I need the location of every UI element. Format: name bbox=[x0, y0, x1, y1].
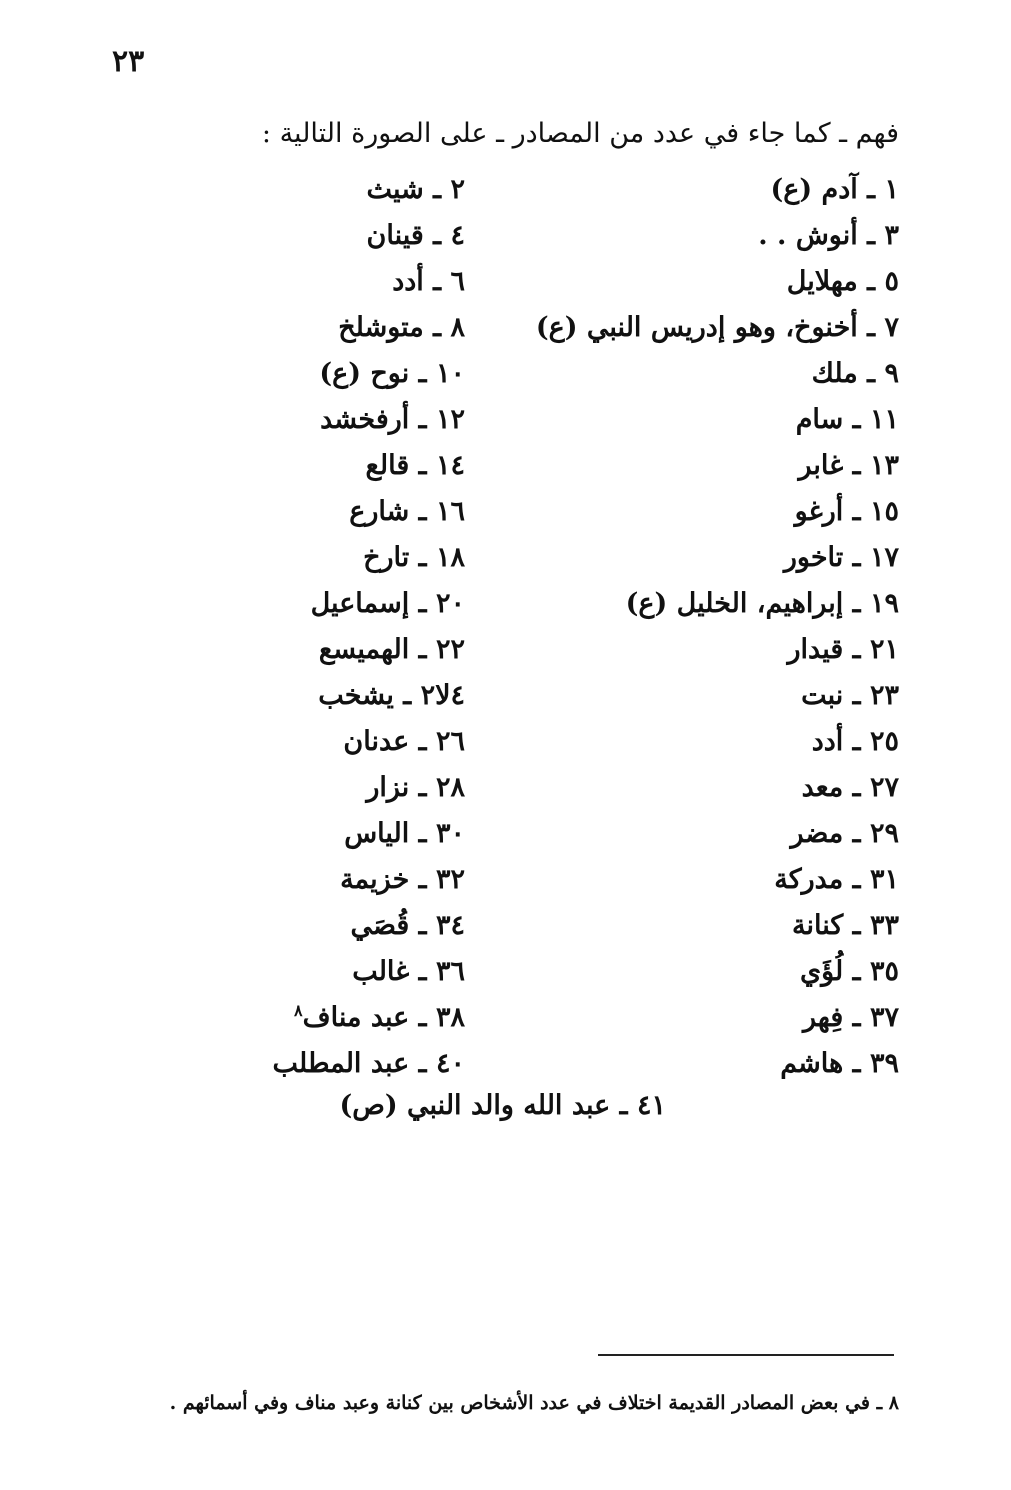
list-item: ٣٦ ـ غالب bbox=[352, 956, 465, 987]
final-entry: ٤١ ـ عبد الله والد النبي (ص) bbox=[339, 1090, 666, 1121]
list-item: ٤٠ ـ عبد المطلب bbox=[272, 1048, 465, 1079]
list-item: ٦ ـ أدد bbox=[392, 266, 465, 297]
genealogy-right-column bbox=[499, 170, 899, 1090]
list-item: ٣٢ ـ خزيمة bbox=[340, 864, 465, 895]
list-item: ١٢ ـ أرفخشد bbox=[320, 404, 465, 435]
list-item: ١٧ ـ تاخور bbox=[783, 542, 899, 573]
list-item: ١٠ ـ نوح (ع) bbox=[319, 358, 465, 389]
list-item: ١ ـ آدم (ع) bbox=[770, 174, 899, 205]
list-item: ٢٧ ـ معد bbox=[801, 772, 899, 803]
list-item: ٥ ـ مهلايل bbox=[786, 266, 899, 297]
list-item: ١٤ ـ قالع bbox=[365, 450, 465, 481]
list-item: ٢٩ ـ مضر bbox=[790, 818, 899, 849]
list-item: ١٦ ـ شارع bbox=[349, 496, 465, 527]
intro-line: فهم ـ كما جاء في عدد من المصادر ـ على الصورة التالية : bbox=[261, 118, 899, 149]
list-item: ١٥ ـ أرغو bbox=[794, 496, 899, 527]
list-item: ٢٨ ـ نزار bbox=[366, 772, 465, 803]
list-item: ١٨ ـ تارخ bbox=[363, 542, 465, 573]
list-item: ٣١ ـ مدركة bbox=[774, 864, 899, 895]
list-item: ٢٢ ـ الهميسع bbox=[318, 634, 465, 665]
list-item-with-footnote bbox=[145, 998, 465, 1044]
footnote-marker: ٨ bbox=[294, 1001, 303, 1020]
list-item: ٣٠ ـ الياس bbox=[344, 818, 465, 849]
list-item: ٢٠ ـ إسماعيل bbox=[310, 588, 465, 619]
list-item: ١٩ ـ إبراهيم، الخليل (ع) bbox=[625, 588, 899, 619]
list-item: ٢٥ ـ أدد bbox=[811, 726, 899, 757]
page-number: ٢٣ bbox=[112, 44, 145, 79]
list-item: ٤ ـ قينان bbox=[366, 220, 465, 251]
list-item: ٧ ـ أخنوخ، وهو إدريس النبي (ع) bbox=[535, 312, 899, 343]
list-item: ٣ ـ أنوش . . bbox=[758, 220, 899, 251]
footnote-divider bbox=[598, 1354, 894, 1356]
list-item: ٢٣ ـ نبت bbox=[801, 680, 899, 711]
list-item: ٤لا٢ ـ يشخب bbox=[318, 680, 465, 711]
list-item: ٣٣ ـ كنانة bbox=[792, 910, 899, 941]
list-item: ٣٥ ـ لُؤَي bbox=[799, 956, 899, 987]
list-item: ٩ ـ ملك bbox=[811, 358, 899, 389]
list-item: ٣٩ ـ هاشم bbox=[780, 1048, 899, 1079]
list-item: ٢٦ ـ عدنان bbox=[343, 726, 465, 757]
list-item: ٣٧ ـ فِهر bbox=[803, 1002, 899, 1033]
list-item: ١١ ـ سام bbox=[795, 404, 899, 435]
list-item: ٢١ ـ قيدار bbox=[787, 634, 899, 665]
list-item: ١٣ ـ غابر bbox=[798, 450, 899, 481]
list-item: ٨ ـ متوشلخ bbox=[338, 312, 465, 343]
genealogy-left-column bbox=[145, 170, 465, 1090]
list-item: ٣٤ ـ قُصَي bbox=[350, 910, 465, 941]
list-item-label: ٣٨ ـ عبد مناف bbox=[302, 1002, 465, 1033]
footnote: ٨ ـ في بعض المصادر القديمة اختلاف في عدد الأشخاص بين كنانة وعبد مناف وفي أسمائهم . bbox=[169, 1392, 899, 1414]
list-item: ٢ ـ شيث bbox=[366, 174, 465, 205]
